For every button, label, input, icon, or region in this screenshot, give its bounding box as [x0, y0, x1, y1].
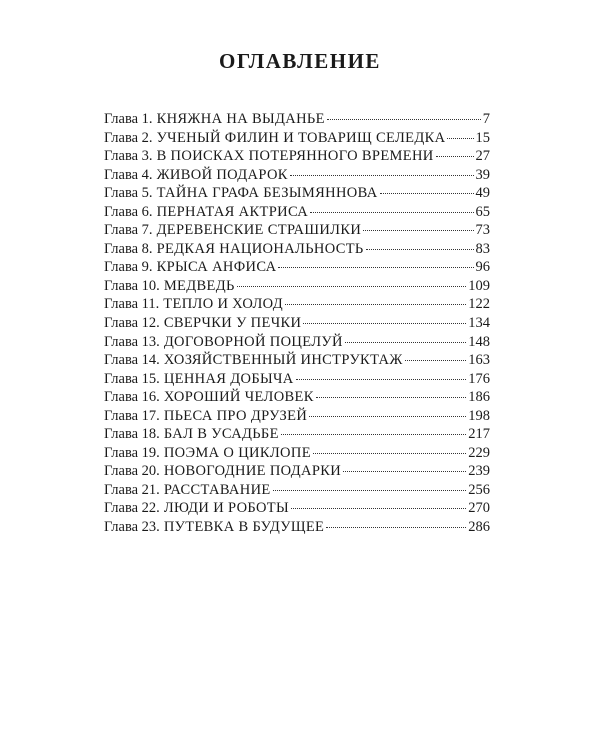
- chapter-number: Глава 2.: [104, 129, 153, 146]
- toc-entry: [104, 166, 490, 185]
- chapter-number: Глава 4.: [104, 166, 153, 183]
- toc-entry: [104, 462, 490, 481]
- dot-leader: [343, 471, 466, 472]
- dot-leader: [290, 175, 474, 176]
- chapter-title: УЧЕНЫЙ ФИЛИН И ТОВАРИЩ СЕЛЕДКА: [156, 129, 446, 146]
- chapter-number: Глава 23.: [104, 519, 160, 536]
- chapter-number: Глава 7.: [104, 222, 153, 239]
- dot-leader: [436, 156, 474, 157]
- page-number: 270: [468, 500, 490, 517]
- chapter-title: ТАЙНА ГРАФА БЕЗЫМЯННОВА: [156, 185, 378, 202]
- chapter-number: Глава 3.: [104, 148, 153, 165]
- page-number: 198: [468, 407, 490, 424]
- page-number: 83: [475, 240, 490, 257]
- chapter-title: ХОЗЯЙСТВЕННЫЙ ИНСТРУКТАЖ: [163, 352, 403, 369]
- page-number: 96: [475, 259, 490, 276]
- dot-leader: [273, 490, 467, 491]
- page-number: 176: [468, 370, 490, 387]
- chapter-number: Глава 11.: [104, 296, 160, 313]
- dot-leader: [285, 304, 466, 305]
- dot-leader: [303, 323, 466, 324]
- toc-entry: [104, 407, 490, 426]
- chapter-number: Глава 16.: [104, 389, 160, 406]
- dot-leader: [278, 267, 473, 268]
- page-number: 229: [468, 444, 490, 461]
- dot-leader: [313, 453, 466, 454]
- toc-entry: [104, 110, 490, 129]
- toc-entry: [104, 425, 490, 444]
- chapter-title: ДОГОВОРНОЙ ПОЦЕЛУЙ: [163, 333, 343, 350]
- dot-leader: [296, 379, 467, 380]
- toc-entry: [104, 314, 490, 333]
- chapter-title: РАССТАВАНИЕ: [163, 481, 271, 498]
- toc-entry: [104, 518, 490, 537]
- chapter-number: Глава 20.: [104, 463, 160, 480]
- page-number: 109: [468, 277, 490, 294]
- toc-entry: [104, 240, 490, 259]
- toc-entry: [104, 388, 490, 407]
- page-number: 286: [468, 519, 490, 536]
- page-title: ОГЛАВЛЕНИЕ: [219, 49, 381, 73]
- chapter-title: ПУТЕВКА В БУДУЩЕЕ: [163, 519, 325, 536]
- page-number: 15: [475, 129, 490, 146]
- chapter-number: Глава 12.: [104, 315, 160, 332]
- page-number: 217: [468, 426, 490, 443]
- chapter-title: ЖИВОЙ ПОДАРОК: [156, 166, 288, 183]
- dot-leader: [380, 193, 474, 194]
- toc-entry: [104, 203, 490, 222]
- toc-entry: [104, 129, 490, 148]
- page-number: 73: [475, 222, 490, 239]
- chapter-title: КРЫСА АНФИСА: [156, 259, 277, 276]
- page-number: 163: [468, 352, 490, 369]
- page-number: 65: [475, 203, 490, 220]
- chapter-number: Глава 6.: [104, 203, 153, 220]
- dot-leader: [366, 249, 474, 250]
- chapter-number: Глава 10.: [104, 277, 160, 294]
- dot-leader: [326, 527, 466, 528]
- page-number: 27: [475, 148, 490, 165]
- chapter-number: Глава 13.: [104, 333, 160, 350]
- chapter-title: В ПОИСКАХ ПОТЕРЯННОГО ВРЕМЕНИ: [156, 148, 434, 165]
- page-number: 39: [475, 166, 490, 183]
- chapter-title: НОВОГОДНИЕ ПОДАРКИ: [163, 463, 342, 480]
- chapter-title: ПОЭМА О ЦИКЛОПЕ: [163, 444, 311, 461]
- toc-entry: [104, 444, 490, 463]
- chapter-title: КНЯЖНА НА ВЫДАНЬЕ: [156, 111, 325, 127]
- chapter-number: Глава 18.: [104, 426, 160, 443]
- chapter-title: ТЕПЛО И ХОЛОД: [163, 296, 284, 313]
- dot-leader: [237, 286, 467, 287]
- dot-leader: [405, 360, 467, 361]
- toc-entry: [104, 184, 490, 203]
- chapter-number: Глава 9.: [104, 259, 153, 276]
- chapter-number: Глава 8.: [104, 240, 153, 257]
- dot-leader: [310, 212, 473, 213]
- dot-leader: [291, 508, 466, 509]
- toc-entry: [104, 258, 490, 277]
- chapter-number: Глава 17.: [104, 407, 160, 424]
- chapter-number: Глава 14.: [104, 352, 160, 369]
- dot-leader: [447, 138, 473, 139]
- chapter-number: Глава 21.: [104, 481, 160, 498]
- chapter-title: СВЕРЧКИ У ПЕЧКИ: [163, 315, 302, 332]
- dot-leader: [345, 342, 466, 343]
- chapter-title: МЕДВЕДЬ: [163, 277, 235, 294]
- dot-leader: [363, 230, 473, 231]
- toc-entry: [104, 277, 490, 296]
- chapter-title: ПЕРНАТАЯ АКТРИСА: [156, 203, 309, 220]
- dot-leader: [316, 397, 466, 398]
- dot-leader: [281, 434, 466, 435]
- chapter-title: ХОРОШИЙ ЧЕЛОВЕК: [163, 389, 314, 406]
- toc-entry: [104, 481, 490, 500]
- page-number: 148: [468, 333, 490, 350]
- chapter-title: ЦЕННАЯ ДОБЫЧА: [163, 370, 294, 387]
- toc-entry: [104, 295, 490, 314]
- page-number: 239: [468, 463, 490, 480]
- chapter-title: ЛЮДИ И РОБОТЫ: [163, 500, 290, 517]
- toc-entry: [104, 221, 490, 240]
- toc-entry: [104, 147, 490, 166]
- toc-entry: [104, 499, 490, 518]
- chapter-title: БАЛ В УСАДЬБЕ: [163, 426, 279, 443]
- page-number: 134: [468, 315, 490, 332]
- page-number: 186: [468, 389, 490, 406]
- toc-entry: [104, 333, 490, 352]
- chapter-number: Глава 19.: [104, 444, 160, 461]
- chapter-title: ПЬЕСА ПРО ДРУЗЕЙ: [163, 407, 308, 424]
- page-number: 7: [482, 111, 490, 127]
- chapter-number: Глава 5.: [104, 185, 153, 202]
- dot-leader: [309, 416, 466, 417]
- chapter-number: Глава 1.: [104, 111, 153, 127]
- chapter-title: ДЕРЕВЕНСКИЕ СТРАШИЛКИ: [156, 222, 362, 239]
- toc-entry: [104, 351, 490, 370]
- chapter-number: Глава 22.: [104, 500, 160, 517]
- page-number: 49: [475, 185, 490, 202]
- page-number: 256: [468, 481, 490, 498]
- toc-entry: [104, 370, 490, 389]
- chapter-number: Глава 15.: [104, 370, 160, 387]
- page-number: 122: [468, 296, 490, 313]
- table-of-contents: [104, 110, 490, 537]
- chapter-title: РЕДКАЯ НАЦИОНАЛЬНОСТЬ: [156, 240, 364, 257]
- dot-leader: [327, 119, 481, 120]
